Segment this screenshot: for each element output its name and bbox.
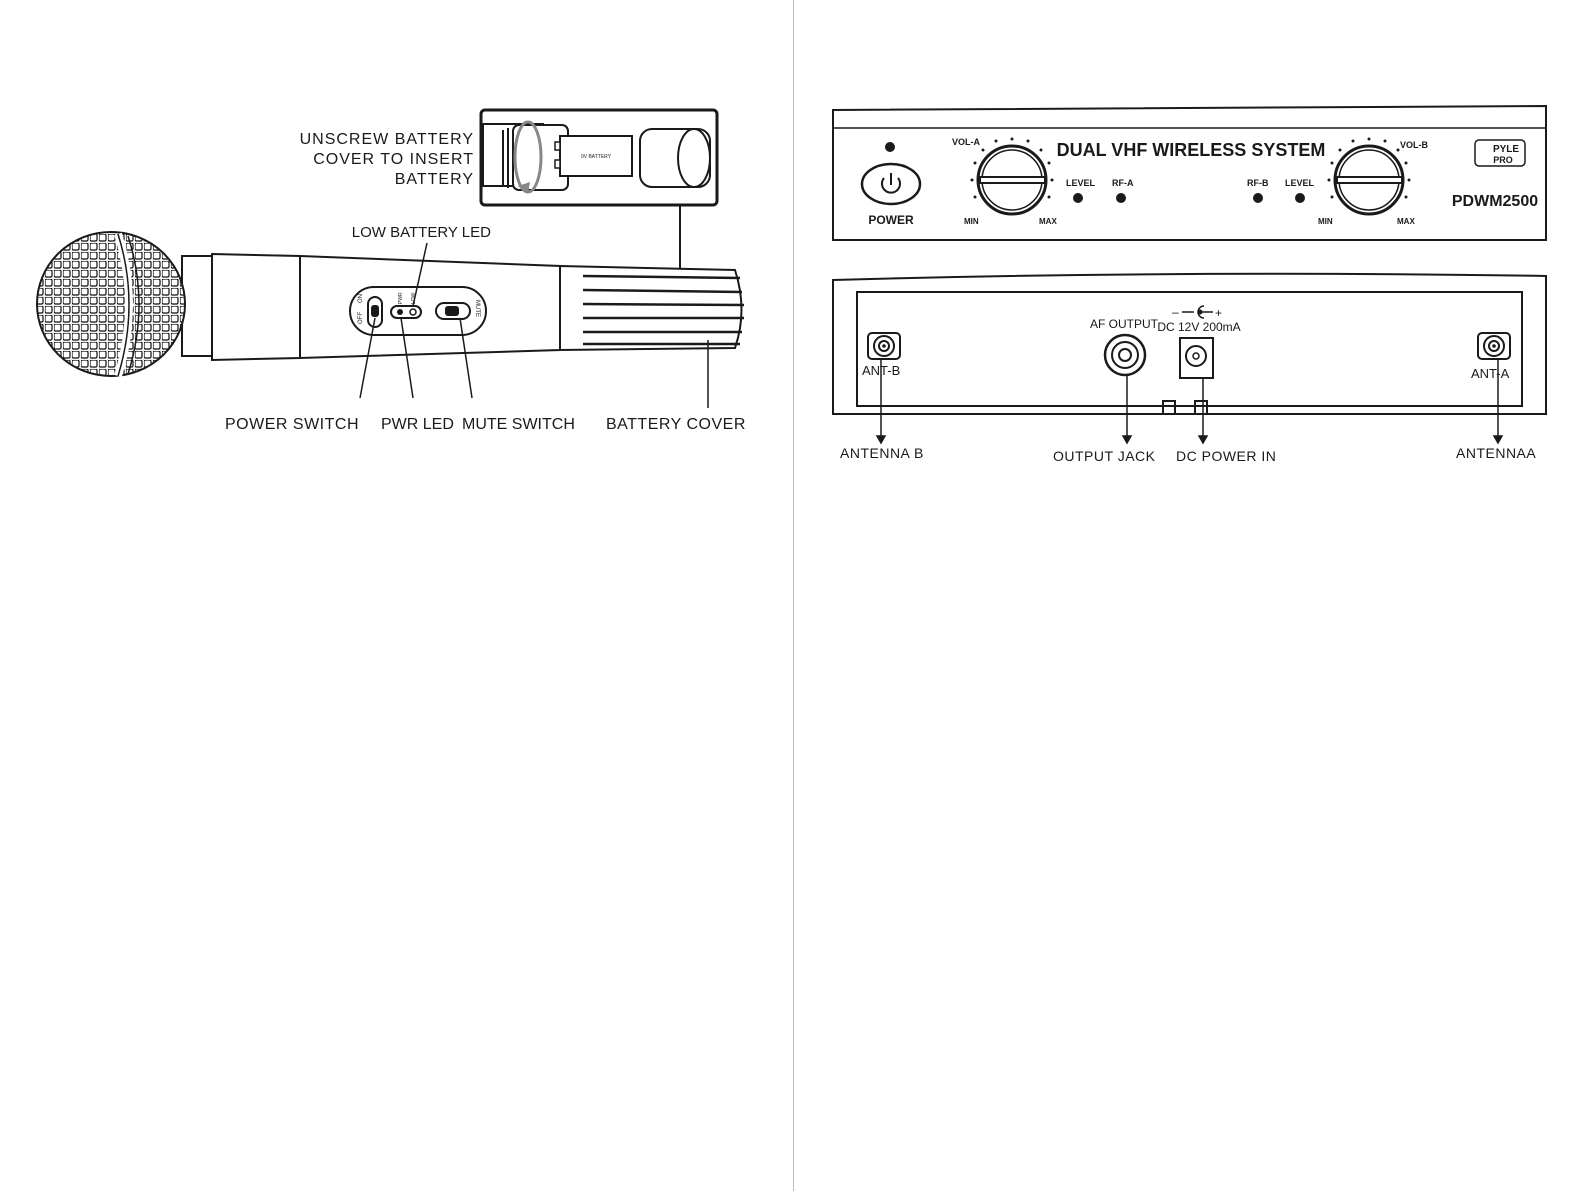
vol-a-label: VOL-A — [952, 137, 980, 147]
callout-text-line2: COVER TO INSERT — [313, 151, 474, 168]
af-output-jack[interactable] — [1105, 335, 1145, 375]
level-b-led — [1295, 193, 1305, 203]
battery-cover-label: BATTERY COVER — [606, 416, 746, 433]
output-jack-label: OUTPUT JACK — [1053, 448, 1156, 464]
microphone-grille — [37, 232, 185, 376]
af-output-label: AF OUTPUT — [1090, 317, 1158, 331]
ant-a-label: ANT-A — [1471, 366, 1510, 381]
rf-b-label: RF-B — [1247, 178, 1269, 188]
receiver-diagram — [794, 80, 1588, 500]
ant-b-label: ANT-B — [862, 363, 901, 378]
level-b-label: LEVEL — [1285, 178, 1315, 188]
page-right — [794, 0, 1588, 1191]
pyle-pro-logo — [1475, 140, 1525, 166]
antenna-b-label: ANTENNA B — [840, 445, 924, 461]
pwr-led-label: PWR LED — [381, 416, 454, 433]
battery-label: 9V BATTERY — [580, 154, 612, 160]
dc-power-jack[interactable] — [1180, 338, 1213, 378]
battery-callout-drawing — [483, 122, 710, 194]
power-indicator-dot — [885, 142, 895, 152]
receiver-front-panel — [833, 106, 1546, 240]
antenna-a-label: ANTENNAA — [1456, 445, 1537, 461]
brand-line2: PRO — [1493, 155, 1513, 165]
mute-mark: MUTE — [474, 300, 480, 317]
mute-switch-label: MUTE SWITCH — [462, 416, 575, 433]
brand-line1: PYLE — [1492, 144, 1520, 155]
level-a-led — [1073, 193, 1083, 203]
receiver-title: DUAL VHF WIRELESS SYSTEM — [1056, 140, 1326, 160]
power-label: POWER — [868, 213, 914, 227]
pwr-led-dot — [397, 309, 403, 315]
power-switch-label: POWER SWITCH — [225, 416, 359, 433]
page-left — [0, 0, 793, 1191]
polarity-minus: – — [1172, 305, 1179, 319]
rf-a-label: RF-A — [1112, 178, 1134, 188]
vol-b-label: VOL-B — [1400, 140, 1428, 150]
ant-a-connector[interactable] — [1478, 333, 1510, 359]
low-led-dot — [410, 309, 416, 315]
rf-a-led — [1116, 193, 1126, 203]
low-mark: LOW — [411, 292, 417, 304]
vol-a-max-label: MAX — [1039, 217, 1057, 226]
receiver-back-panel — [833, 274, 1546, 414]
switch-panel — [350, 287, 486, 335]
dc-rating-label: DC 12V 200mA — [1157, 320, 1241, 334]
level-a-label: LEVEL — [1066, 178, 1096, 188]
vol-b-min-label: MIN — [1318, 217, 1333, 226]
pwr-mark: PWR — [398, 292, 404, 304]
ant-b-connector[interactable] — [868, 333, 900, 359]
model-number: PDWM2500 — [1451, 193, 1539, 210]
callout-text-line1: UNSCREW BATTERY — [299, 131, 474, 148]
polarity-plus: + — [1215, 306, 1223, 320]
dc-power-in-label: DC POWER IN — [1176, 448, 1277, 464]
low-battery-led-label: LOW BATTERY LED — [351, 224, 491, 241]
microphone-diagram — [0, 80, 793, 600]
off-mark: OFF — [358, 312, 364, 324]
rf-b-led — [1253, 193, 1263, 203]
vol-b-max-label: MAX — [1397, 217, 1415, 226]
callout-text-line3: BATTERY — [394, 171, 474, 188]
on-mark: ON — [358, 294, 364, 303]
vol-a-min-label: MIN — [964, 217, 979, 226]
